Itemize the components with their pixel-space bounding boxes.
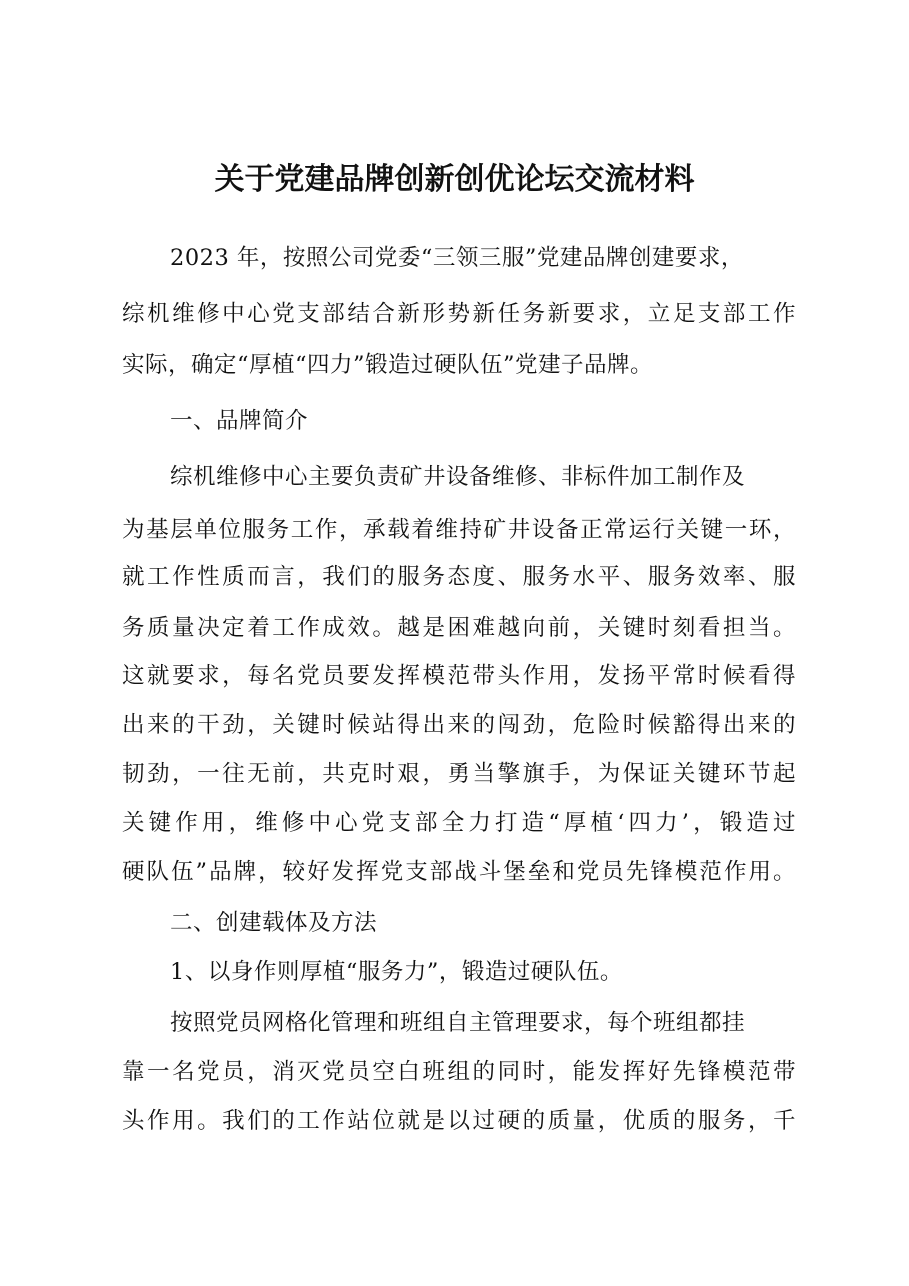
paragraph-line: 关键作用，维修中心党支部全力打造“厚植‘四力’，锻造过 (122, 810, 796, 836)
paragraph-line: 就工作性质而言，我们的服务态度、服务水平、服务效率、服 (122, 564, 796, 590)
paragraph-line: 2023 年，按照公司党委“三领三服”党建品牌创建要求， (170, 245, 744, 271)
section-heading: 一、品牌简介 (170, 408, 309, 434)
paragraph-line: 综机维修中心主要负责矿井设备维修、非标件加工制作及 (170, 464, 746, 490)
paragraph-line: 务质量决定着工作成效。越是困难越向前，关键时刻看担当。 (122, 615, 796, 641)
paragraph-line: 综机维修中心党支部结合新形势新任务新要求，立足支部工作 (122, 301, 796, 327)
document-title: 关于党建品牌创新创优论坛交流材料 (214, 162, 695, 197)
paragraph-line: 出来的干劲，关键时候站得出来的闯劲，危险时候豁得出来的 (122, 712, 796, 738)
paragraph-line: 韧劲，一往无前，共克时艰，勇当擎旗手，为保证关键环节起 (122, 761, 796, 787)
paragraph-line: 实际，确定“厚植“四力”锻造过硬队伍”党建子品牌。 (122, 352, 654, 378)
paragraph-line: 为基层单位服务工作，承载着维持矿井设备正常运行关键一环， (122, 517, 796, 543)
paragraph-line: 按照党员网格化管理和班组自主管理要求，每个班组都挂 (170, 1010, 746, 1036)
paragraph-line: 头作用。我们的工作站位就是以过硬的质量，优质的服务，千 (122, 1108, 796, 1134)
section-heading: 二、创建载体及方法 (170, 910, 378, 936)
paragraph-line: 1、以身作则厚植“服务力”，锻造过硬队伍。 (170, 959, 623, 985)
paragraph-line: 硬队伍”品牌，较好发挥党支部战斗堡垒和党员先锋模范作用。 (122, 859, 796, 885)
paragraph-line: 靠一名党员，消灭党员空白班组的同时，能发挥好先锋模范带 (122, 1059, 796, 1085)
paragraph-line: 这就要求，每名党员要发挥模范带头作用，发扬平常时候看得 (122, 663, 796, 689)
